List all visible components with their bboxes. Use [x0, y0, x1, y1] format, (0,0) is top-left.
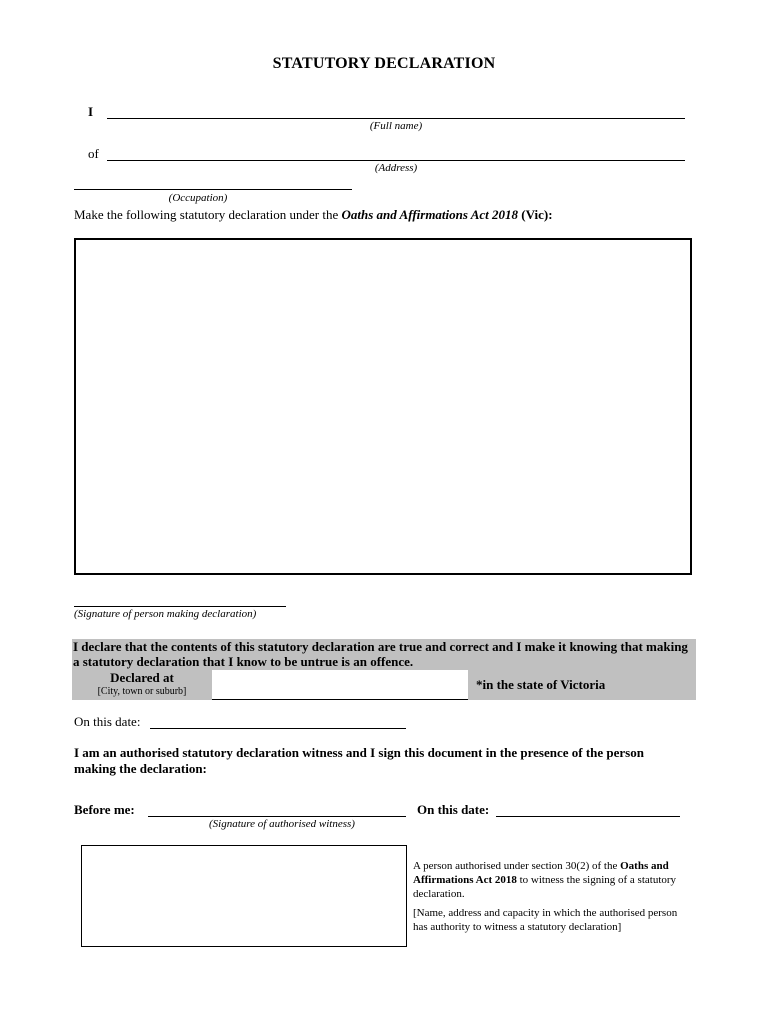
address-field[interactable]: [107, 160, 685, 161]
witness-note-pre: A person authorised under section 30(2) of the: [413, 860, 618, 872]
occupation-caption: (Occupation): [168, 192, 228, 204]
witness-details-box[interactable]: [81, 845, 407, 947]
witness-date-field[interactable]: [496, 816, 680, 817]
witness-signature-caption: (Signature of authorised witness): [209, 818, 355, 830]
witness-note-act: Oaths and Affirmations Act 2018: [413, 860, 669, 886]
declared-at-field[interactable]: [212, 670, 468, 700]
declaration-date-label: On this date:: [74, 714, 141, 729]
before-me-label: Before me:: [74, 802, 135, 817]
affirmation-statement: I declare that the contents of this statutory declaration are true and correct and I make it knowing that making a statutory declaration that I know to be untrue is an offence.: [72, 639, 696, 670]
act-suffix: (Vic):: [518, 207, 553, 222]
address-prefix-label: of: [88, 146, 99, 161]
state-of-victoria-text: *in the state of Victoria: [468, 670, 696, 700]
occupation-field[interactable]: [74, 189, 352, 190]
page-title: STATUTORY DECLARATION: [272, 55, 496, 72]
witness-note-post: to witness the signing of a statutory declaration.: [413, 874, 677, 900]
declarant-signature-caption: (Signature of person making declaration): [74, 608, 257, 620]
act-name: Oaths and Affirmations Act 2018: [341, 207, 519, 222]
witness-signature-field[interactable]: [148, 816, 406, 817]
witness-note-paragraph-2: [Name, address and capacity in which the authorised person has authority to witness a statutory declaration]: [413, 907, 678, 933]
declared-at-label: Declared at: [110, 670, 174, 685]
name-prefix-label: I: [88, 104, 94, 119]
intro-text: Make the following statutory declaration under the: [74, 207, 342, 222]
intro-sentence: [74, 207, 694, 223]
full-name-caption: (Full name): [369, 120, 423, 132]
declaration-date-field[interactable]: [150, 728, 406, 729]
declaration-text-box[interactable]: [74, 238, 692, 575]
declared-at-label-cell: [72, 670, 212, 700]
witness-date-label: On this date:: [417, 802, 490, 817]
witness-note-paragraph-1: [413, 859, 681, 901]
address-caption: (Address): [374, 162, 418, 174]
full-name-field[interactable]: [107, 118, 685, 119]
witness-statement: I am an authorised statutory declaration witness and I sign this document in the presence of the person making the declaration:: [74, 745, 644, 776]
declarant-signature-field[interactable]: [74, 606, 286, 607]
witness-note: [413, 859, 681, 939]
declared-at-hint: [City, town or suburb]: [97, 686, 187, 697]
